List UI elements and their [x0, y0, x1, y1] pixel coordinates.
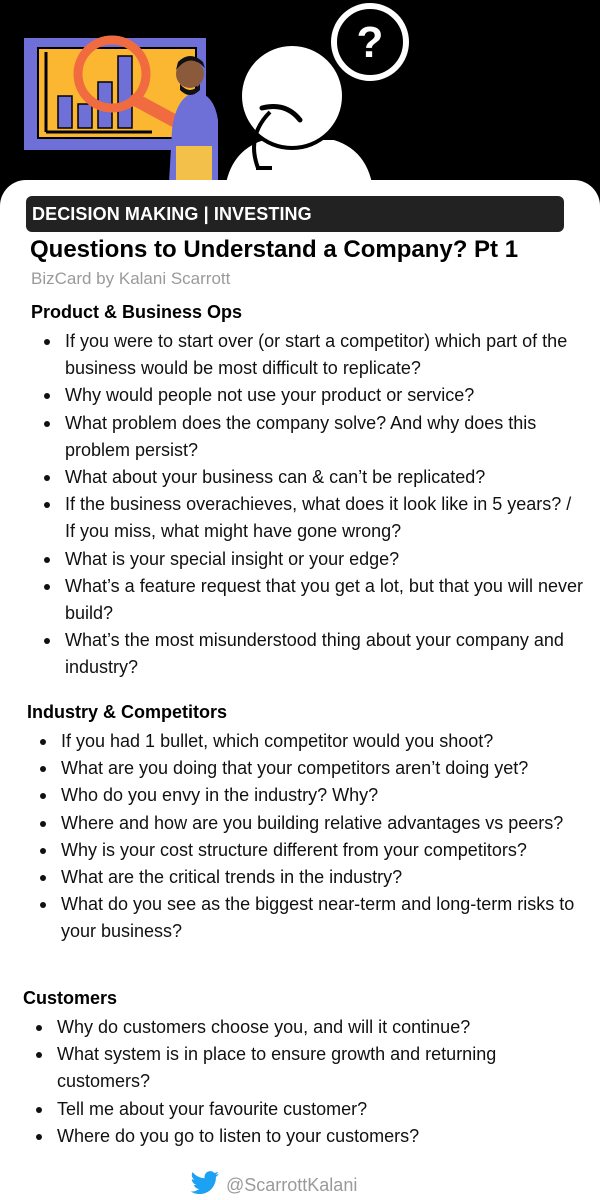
svg-text:?: ?	[356, 18, 384, 67]
byline: BizCard by Kalani Scarrott	[31, 269, 231, 288]
list-item: What’s the most misunderstood thing about your company and industry?	[31, 627, 585, 681]
page-title: Questions to Understand a Company? Pt 1	[30, 236, 519, 263]
list-item: If the business overachieves, what does it look like in 5 years? / If you miss, what might have gone wrong?	[31, 491, 585, 545]
twitter-handle[interactable]: @ScarrottKalani	[226, 1174, 358, 1195]
list-item: What do you see as the biggest near-term and long-term risks to your business?	[27, 891, 581, 945]
question-list	[23, 1014, 577, 1150]
list-item: Who do you envy in the industry? Why?	[27, 782, 581, 809]
section-product-business-ops	[31, 299, 585, 682]
analysis-illustration	[0, 0, 600, 200]
list-item: Where and how are you building relative advantages vs peers?	[27, 810, 581, 837]
question-mark-icon	[334, 6, 406, 78]
list-item: Tell me about your favourite customer?	[23, 1096, 577, 1123]
footer	[190, 1172, 357, 1198]
section-heading: Product & Business Ops	[31, 302, 243, 322]
section-heading: Customers	[23, 988, 118, 1008]
list-item: Why would people not use your product or service?	[31, 382, 585, 409]
section-industry-competitors	[27, 699, 581, 946]
question-list	[27, 728, 581, 946]
question-list	[31, 328, 585, 682]
category-tag: DECISION MAKING | INVESTING	[26, 196, 564, 232]
list-item: What is your special insight or your edge?	[31, 546, 585, 573]
list-item: What’s a feature request that you get a lot, but that you will never build?	[31, 573, 585, 627]
section-customers	[23, 985, 577, 1150]
list-item: If you had 1 bullet, which competitor would you shoot?	[27, 728, 581, 755]
list-item: Why do customers choose you, and will it continue?	[23, 1014, 577, 1041]
list-item: If you were to start over (or start a competitor) which part of the business would be most difficult to replicate?	[31, 328, 585, 382]
list-item: Why is your cost structure different from your competitors?	[27, 837, 581, 864]
hero-illustration	[0, 0, 600, 200]
list-item: Where do you go to listen to your customers?	[23, 1123, 577, 1150]
twitter-bird-icon[interactable]	[190, 1171, 220, 1200]
list-item: What are you doing that your competitors aren’t doing yet?	[27, 755, 581, 782]
list-item: What are the critical trends in the industry?	[27, 864, 581, 891]
section-heading: Industry & Competitors	[27, 702, 228, 722]
list-item: What system is in place to ensure growth and returning customers?	[23, 1041, 577, 1095]
list-item: What problem does the company solve? And why does this problem persist?	[31, 410, 585, 464]
list-item: What about your business can & can’t be replicated?	[31, 464, 585, 491]
